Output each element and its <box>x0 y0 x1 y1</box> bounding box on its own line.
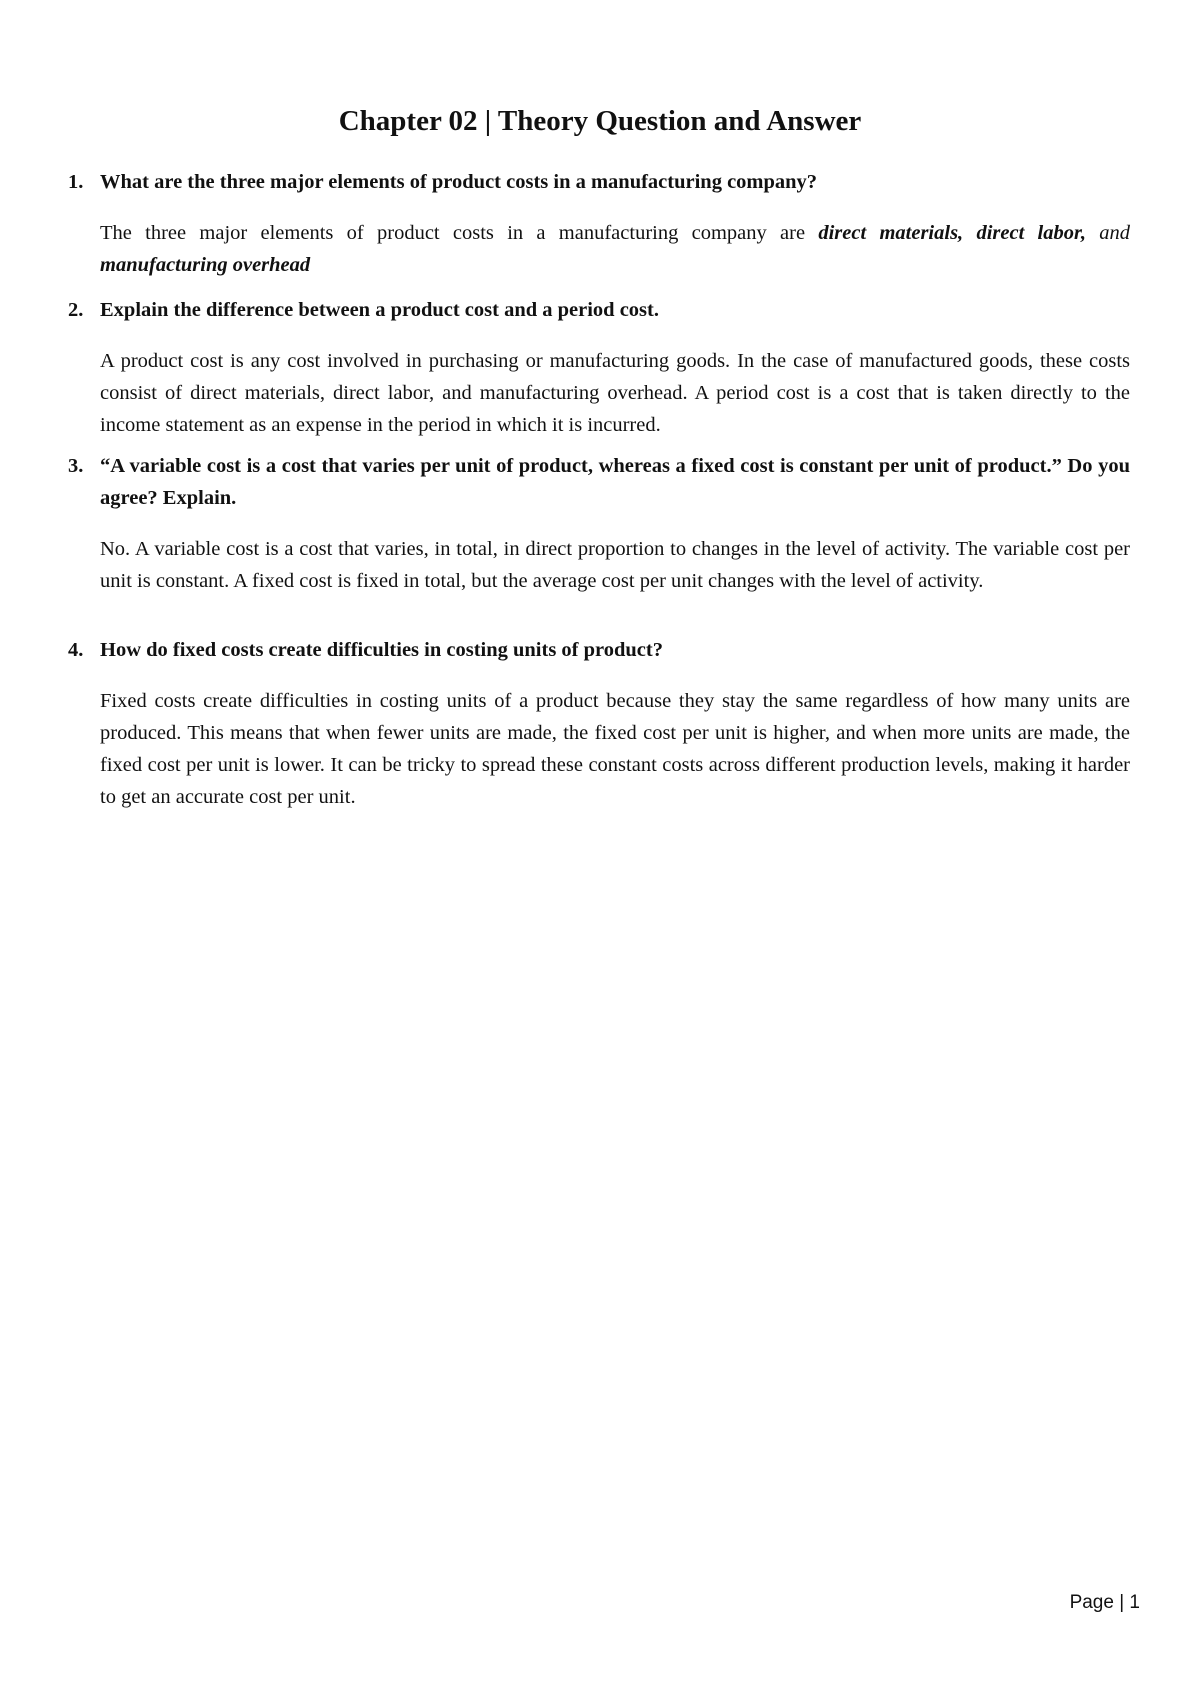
answer-text: No. A variable cost is a cost that varies, in total, in direct proportion to changes in the level of activity. The variable cost per unit is constant. A fixed cost is fixed in total, but the average cost per unit changes with the level of activity. <box>100 538 1130 592</box>
question-row <box>68 450 1130 514</box>
qa-item-3 <box>68 450 1130 634</box>
page-footer: Page | 1 <box>1069 1592 1140 1613</box>
qa-item-4 <box>68 634 1130 813</box>
question-row <box>68 634 1130 666</box>
qa-item-2 <box>68 294 1130 450</box>
question-row <box>68 166 1130 198</box>
qa-list <box>68 166 1130 813</box>
question-text: What are the three major elements of product costs in a manufacturing company? <box>100 171 818 193</box>
question-number: 3. <box>68 455 84 477</box>
answer-connector: and <box>1085 222 1131 244</box>
question-text: How do fixed costs create difficulties in costing units of product? <box>100 639 663 661</box>
answer-emphasis-direct-materials-labor: direct materials, direct labor, <box>818 222 1086 244</box>
answer-text <box>100 217 1130 281</box>
question-text: Explain the difference between a product cost and a period cost. <box>100 299 659 321</box>
question-number: 4. <box>68 639 84 661</box>
question-number: 2. <box>68 299 84 321</box>
answer-emphasis-manufacturing-overhead: manufacturing overhead <box>100 254 311 276</box>
page-title: Chapter 02 | Theory Question and Answer <box>338 105 862 137</box>
question-text: “A variable cost is a cost that varies per unit of product, whereas a fixed cost is constant per unit of product.” Do you agree? Explain. <box>100 455 1130 509</box>
answer-text: A product cost is any cost involved in purchasing or manufacturing goods. In the case of manufactured goods, these costs consist of direct materials, direct labor, and manufacturing overhead. A period cost is a cost that is taken directly to the income statement as an expense in the period in which it is incurred. <box>100 350 1130 436</box>
qa-item-1 <box>68 166 1130 294</box>
answer-intro: The three major elements of product costs in a manufacturing company are <box>100 222 819 244</box>
question-row <box>68 294 1130 326</box>
answer-text: Fixed costs create difficulties in costing units of a product because they stay the same regardless of how many units are produced. This means that when fewer units are made, the fixed cost per unit is higher, and when more units are made, the fixed cost per unit is lower. It can be tricky to spread these constant costs across different production levels, making it harder to get an accurate cost per unit. <box>100 690 1130 808</box>
question-number: 1. <box>68 171 84 193</box>
